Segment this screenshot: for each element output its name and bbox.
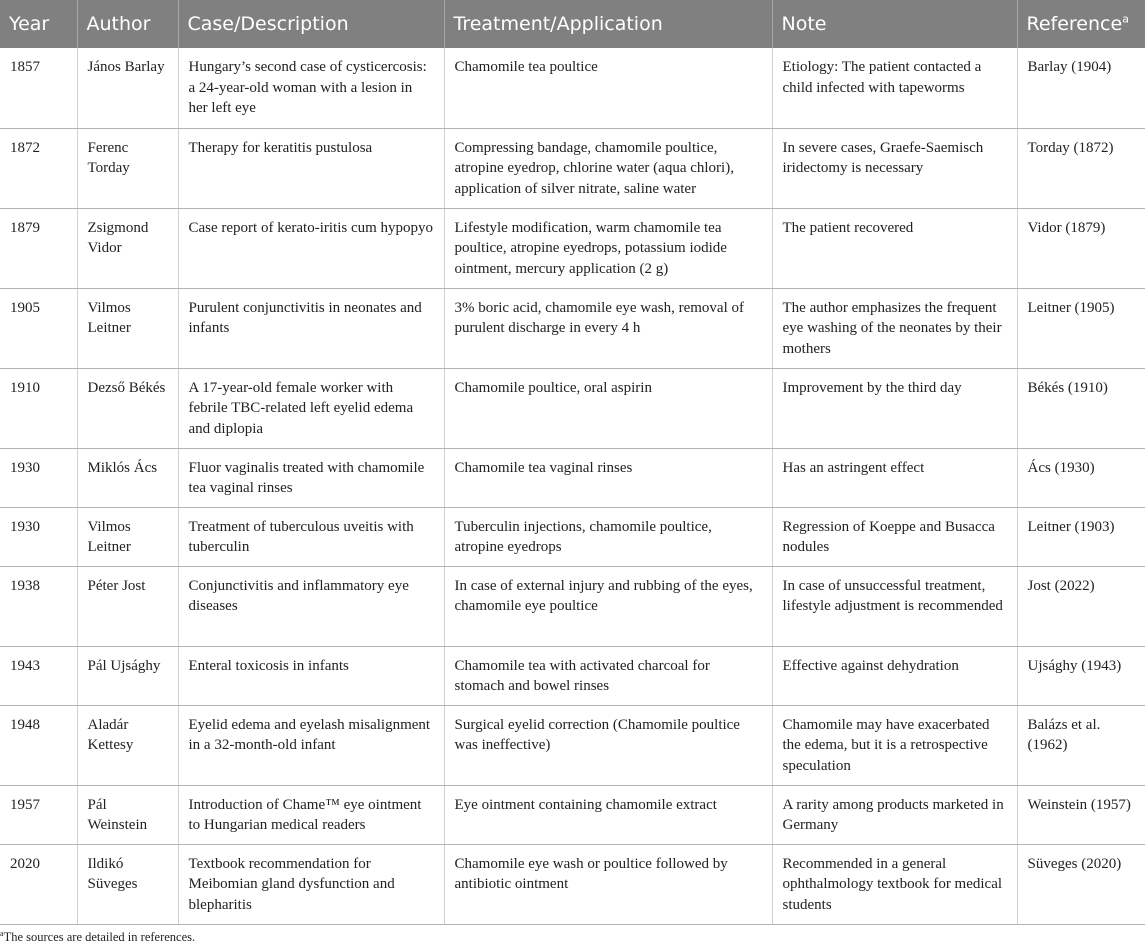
cell-author: Dezső Békés — [77, 368, 178, 448]
cell-case: Purulent conjunctivitis in neonates and infants — [178, 288, 444, 368]
table-row — [0, 507, 1145, 566]
footnote — [0, 930, 195, 945]
cell-author: Péter Jost — [77, 566, 178, 646]
cell-reference: Barlay (1904) — [1017, 48, 1145, 128]
cell-case: Textbook recommendation for Meibomian gland dysfunction and blepharitis — [178, 844, 444, 924]
cell-treatment: Chamomile poultice, oral aspirin — [444, 368, 772, 448]
cell-year: 1905 — [0, 288, 77, 368]
table-row — [0, 368, 1145, 448]
cell-treatment: Surgical eyelid correction (Chamomile poultice was ineffective) — [444, 705, 772, 785]
table-row — [0, 48, 1145, 128]
table-row — [0, 448, 1145, 507]
cell-year: 1938 — [0, 566, 77, 646]
cell-author: Ildikó Süveges — [77, 844, 178, 924]
table-row — [0, 785, 1145, 844]
cell-reference: Torday (1872) — [1017, 128, 1145, 208]
cell-reference: Ujsághy (1943) — [1017, 646, 1145, 705]
cell-note: Improvement by the third day — [772, 368, 1017, 448]
cell-reference: Weinstein (1957) — [1017, 785, 1145, 844]
cell-year: 1948 — [0, 705, 77, 785]
cell-year: 1857 — [0, 48, 77, 128]
cell-year: 2020 — [0, 844, 77, 924]
cell-treatment: Eye ointment containing chamomile extract — [444, 785, 772, 844]
cell-year: 1930 — [0, 448, 77, 507]
cell-case: Eyelid edema and eyelash misalignment in a 32-month-old infant — [178, 705, 444, 785]
header-author: Author — [77, 0, 178, 48]
cell-case: Conjunctivitis and inflammatory eye diseases — [178, 566, 444, 646]
header-year: Year — [0, 0, 77, 48]
header-case: Case/Description — [178, 0, 444, 48]
header-reference — [1017, 0, 1145, 48]
cell-note: Etiology: The patient contacted a child infected with tapeworms — [772, 48, 1017, 128]
cell-case: A 17-year-old female worker with febrile TBC-related left eyelid edema and diplopia — [178, 368, 444, 448]
cell-treatment: Chamomile tea poultice — [444, 48, 772, 128]
cell-reference: Süveges (2020) — [1017, 844, 1145, 924]
cell-author: Zsigmond Vidor — [77, 208, 178, 288]
header-row — [0, 0, 1145, 48]
cell-reference: Vidor (1879) — [1017, 208, 1145, 288]
cell-reference: Leitner (1903) — [1017, 507, 1145, 566]
cell-note: The patient recovered — [772, 208, 1017, 288]
cell-case: Fluor vaginalis treated with chamomile tea vaginal rinses — [178, 448, 444, 507]
header-reference-label: Reference — [1026, 13, 1123, 35]
cell-case: Introduction of Chame™ eye ointment to Hungarian medical readers — [178, 785, 444, 844]
cell-treatment: In case of external injury and rubbing of the eyes, chamomile eye poultice — [444, 566, 772, 646]
cell-note: In case of unsuccessful treatment, lifestyle adjustment is recommended — [772, 566, 1017, 646]
header-treatment: Treatment/Application — [444, 0, 772, 48]
cell-treatment: Chamomile eye wash or poultice followed by antibiotic ointment — [444, 844, 772, 924]
cell-treatment: Chamomile tea vaginal rinses — [444, 448, 772, 507]
cell-treatment: Lifestyle modification, warm chamomile tea poultice, atropine eyedrops, potassium iodide ointment, mercury application (2 g) — [444, 208, 772, 288]
cell-case: Hungary’s second case of cysticercosis: a 24-year-old woman with a lesion in her left eye — [178, 48, 444, 128]
cell-author: Vilmos Leitner — [77, 288, 178, 368]
cell-reference: Jost (2022) — [1017, 566, 1145, 646]
table-row — [0, 128, 1145, 208]
cell-year: 1943 — [0, 646, 77, 705]
cell-note: Effective against dehydration — [772, 646, 1017, 705]
cell-case: Case report of kerato-iritis cum hypopyo — [178, 208, 444, 288]
cell-author: Miklós Ács — [77, 448, 178, 507]
footnote-marker: a — [0, 928, 4, 938]
cell-author: Ferenc Torday — [77, 128, 178, 208]
cell-note: In severe cases, Graefe-Saemisch iridectomy is necessary — [772, 128, 1017, 208]
cell-author: Pál Weinstein — [77, 785, 178, 844]
table-row — [0, 646, 1145, 705]
table-row — [0, 288, 1145, 368]
cell-note: Recommended in a general ophthalmology textbook for medical students — [772, 844, 1017, 924]
cell-year: 1879 — [0, 208, 77, 288]
cell-year: 1930 — [0, 507, 77, 566]
cell-author: János Barlay — [77, 48, 178, 128]
cell-reference: Ács (1930) — [1017, 448, 1145, 507]
cell-note: The author emphasizes the frequent eye washing of the neonates by their mothers — [772, 288, 1017, 368]
cell-treatment: Chamomile tea with activated charcoal for stomach and bowel rinses — [444, 646, 772, 705]
cell-author: Vilmos Leitner — [77, 507, 178, 566]
footnote-text: The sources are detailed in references. — [3, 930, 196, 944]
table-row — [0, 844, 1145, 924]
cell-treatment: Tuberculin injections, chamomile poultice, atropine eyedrops — [444, 507, 772, 566]
table-row — [0, 705, 1145, 785]
cell-year: 1910 — [0, 368, 77, 448]
cell-note: A rarity among products marketed in Germany — [772, 785, 1017, 844]
cell-author: Aladár Kettesy — [77, 705, 178, 785]
cell-case: Treatment of tuberculous uveitis with tuberculin — [178, 507, 444, 566]
cell-case: Enteral toxicosis in infants — [178, 646, 444, 705]
cell-note: Regression of Koeppe and Busacca nodules — [772, 507, 1017, 566]
cell-year: 1872 — [0, 128, 77, 208]
cell-treatment: Compressing bandage, chamomile poultice, atropine eyedrop, chlorine water (aqua chlori), application of silver nitrate, saline water — [444, 128, 772, 208]
table-row — [0, 208, 1145, 288]
header-reference-sup: a — [1122, 12, 1129, 26]
header-note: Note — [772, 0, 1017, 48]
cell-reference: Leitner (1905) — [1017, 288, 1145, 368]
cell-reference: Békés (1910) — [1017, 368, 1145, 448]
cell-reference: Balázs et al. (1962) — [1017, 705, 1145, 785]
cell-author: Pál Ujsághy — [77, 646, 178, 705]
table-row — [0, 566, 1145, 646]
cell-year: 1957 — [0, 785, 77, 844]
cell-note: Chamomile may have exacerbated the edema, but it is a retrospective speculation — [772, 705, 1017, 785]
cell-case: Therapy for keratitis pustulosa — [178, 128, 444, 208]
cell-treatment: 3% boric acid, chamomile eye wash, removal of purulent discharge in every 4 h — [444, 288, 772, 368]
cell-note: Has an astringent effect — [772, 448, 1017, 507]
